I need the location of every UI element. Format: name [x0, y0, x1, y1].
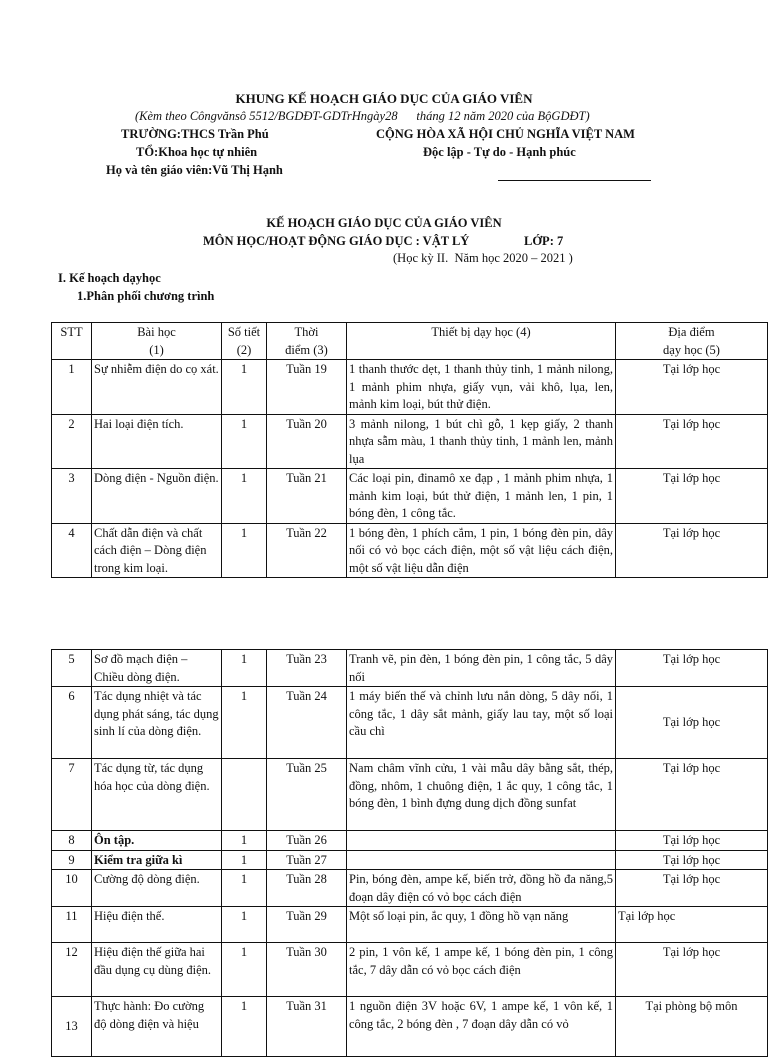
group-name: TỔ:Khoa học tự nhiên — [136, 145, 258, 159]
cell-lesson: Sơ đồ mạch điện – Chiều dòng điện. — [92, 650, 222, 687]
cell-stt: 9 — [52, 850, 92, 870]
plan-grade: LỚP: 7 — [524, 234, 564, 248]
cell-lesson: Tác dụng nhiệt và tác dụng phát sáng, tác dụng sinh lí của dòng điện. — [92, 687, 222, 759]
cell-lesson: Cường độ dòng điện. — [92, 870, 222, 907]
cell-periods: 1 — [222, 831, 267, 851]
cell-place: Tại lớp học — [616, 831, 768, 851]
cell-time: Tuần 24 — [267, 687, 347, 759]
cell-stt: 7 — [52, 759, 92, 831]
cell-place: Tại phòng bộ môn — [616, 997, 768, 1057]
header-equipment: Thiết bị dạy học (4) — [347, 323, 616, 360]
table-row — [52, 759, 768, 831]
cell-lesson: Tác dụng từ, tác dụng hóa học của dòng điện. — [92, 759, 222, 831]
cell-time: Tuần 28 — [267, 870, 347, 907]
national-motto: Độc lập - Tự do - Hạnh phúc — [423, 145, 576, 159]
cell-time: Tuần 31 — [267, 997, 347, 1057]
cell-lesson: Sự nhiễm điện do cọ xát. — [92, 360, 222, 415]
cell-stt: 13 — [52, 997, 92, 1057]
cell-periods: 1 — [222, 360, 267, 415]
subsection-heading: 1.Phân phối chương trình — [77, 289, 215, 303]
cell-place: Tại lớp học — [616, 414, 768, 469]
program-table-part1 — [51, 322, 768, 578]
cell-periods: 1 — [222, 997, 267, 1057]
cell-place: Tại lớp học — [616, 523, 768, 578]
cell-lesson: Hiệu điện thế. — [92, 907, 222, 943]
cell-equipment: Pin, bóng đèn, ampe kế, biến trở, đồng hồ đa năng,5 đoạn dây điện có vỏ bọc cách điện — [347, 870, 616, 907]
cell-periods: 1 — [222, 850, 267, 870]
header-time: Thời điểm (3) — [267, 323, 347, 360]
cell-stt: 3 — [52, 469, 92, 524]
cell-lesson: Thực hành: Đo cường độ dòng điện và hiệu — [92, 997, 222, 1057]
cell-equipment: Một số loại pin, ắc quy, 1 đồng hồ vạn năng — [347, 907, 616, 943]
header-stt: STT — [52, 323, 92, 360]
table-row — [52, 907, 768, 943]
cell-lesson: Hiệu điện thế giữa hai đầu dụng cụ dùng điện. — [92, 943, 222, 997]
table-row — [52, 469, 768, 524]
cell-place: Tại lớp học — [616, 687, 768, 759]
plan-term: (Học kỳ II. Năm học 2020 – 2021 ) — [393, 251, 573, 265]
cell-place: Tại lớp học — [616, 469, 768, 524]
cell-equipment: Các loại pin, đinamô xe đạp , 1 mảnh phim nhựa, 1 mảnh kim loại, bút thử điện, 1 mảnh len, 1 pin, 1 bóng đèn, 1 công tắc. — [347, 469, 616, 524]
cell-stt: 11 — [52, 907, 92, 943]
teacher-name: Họ và tên giáo viên:Vũ Thị Hạnh — [106, 163, 283, 177]
program-table-part2 — [51, 649, 768, 1057]
cell-stt: 8 — [52, 831, 92, 851]
table-row — [52, 997, 768, 1057]
plan-title: KẾ HOẠCH GIÁO DỤC CỦA GIÁO VIÊN — [266, 216, 502, 230]
cell-equipment — [347, 831, 616, 851]
cell-place: Tại lớp học — [616, 759, 768, 831]
document-title: KHUNG KẾ HOẠCH GIÁO DỤC CỦA GIÁO VIÊN — [235, 91, 533, 106]
cell-time: Tuần 21 — [267, 469, 347, 524]
table-row — [52, 850, 768, 870]
section-heading: I. Kế hoạch dạyhọc — [58, 271, 161, 285]
table-row — [52, 360, 768, 415]
cell-stt: 4 — [52, 523, 92, 578]
table-row — [52, 943, 768, 997]
cell-periods: 1 — [222, 414, 267, 469]
cell-lesson: Hai loại điện tích. — [92, 414, 222, 469]
cell-stt: 12 — [52, 943, 92, 997]
cell-time: Tuần 29 — [267, 907, 347, 943]
cell-periods — [222, 759, 267, 831]
cell-equipment: 1 nguồn điện 3V hoặc 6V, 1 ampe kế, 1 vôn kế, 1 công tắc, 2 bóng đèn , 7 đoạn dây dẫn có vỏ — [347, 997, 616, 1057]
cell-stt: 10 — [52, 870, 92, 907]
cell-place: Tại lớp học — [616, 850, 768, 870]
table-row — [52, 523, 768, 578]
cell-stt: 5 — [52, 650, 92, 687]
cell-place: Tại lớp học — [616, 650, 768, 687]
plan-subject: MÔN HỌC/HOẠT ĐỘNG GIÁO DỤC : VẬT LÝ — [203, 234, 470, 248]
cell-time: Tuần 26 — [267, 831, 347, 851]
cell-equipment: 1 bóng đèn, 1 phích cắm, 1 pin, 1 bóng đèn pin, dây nối có vỏ bọc cách điện, một số vật liệu cách điện, một số vật liệu dẫn điện — [347, 523, 616, 578]
school-name: TRƯỜNG:THCS Trần Phú — [121, 127, 269, 141]
cell-lesson: Dòng điện - Nguồn điện. — [92, 469, 222, 524]
cell-equipment: 1 thanh thước dẹt, 1 thanh thủy tinh, 1 mảnh nilong, 1 mảnh phim nhựa, giấy vụn, vải khô, lụa, len, mảnh kim loại, bút thử điện. — [347, 360, 616, 415]
cell-periods: 1 — [222, 870, 267, 907]
table-row — [52, 831, 768, 851]
cell-place: Tại lớp học — [616, 907, 768, 943]
cell-periods: 1 — [222, 943, 267, 997]
cell-equipment: 1 máy biến thế và chỉnh lưu nắn dòng, 5 dây nối, 1 công tắc, 1 dây sắt mảnh, giấy lau tay, một số loại cầu chì — [347, 687, 616, 759]
cell-lesson: Kiểm tra giữa kì — [92, 850, 222, 870]
table-row — [52, 870, 768, 907]
motto-underline — [498, 180, 651, 181]
table-row — [52, 650, 768, 687]
cell-equipment — [347, 850, 616, 870]
cell-time: Tuần 22 — [267, 523, 347, 578]
republic-name: CỘNG HÒA XÃ HỘI CHỦ NGHĨA VIỆT NAM — [376, 127, 635, 141]
table-header-row — [52, 323, 768, 360]
cell-periods: 1 — [222, 469, 267, 524]
cell-equipment: Tranh vẽ, pin đèn, 1 bóng đèn pin, 1 công tắc, 5 dây nối — [347, 650, 616, 687]
cell-equipment: 3 mảnh nilong, 1 bút chì gỗ, 1 kẹp giấy, 2 thanh nhựa sẫm màu, 1 thanh thủy tinh, 1 mảnh len, mảnh lụa — [347, 414, 616, 469]
cell-stt: 2 — [52, 414, 92, 469]
cell-periods: 1 — [222, 687, 267, 759]
cell-place: Tại lớp học — [616, 360, 768, 415]
cell-time: Tuần 30 — [267, 943, 347, 997]
header-lesson: Bài học (1) — [92, 323, 222, 360]
cell-periods: 1 — [222, 523, 267, 578]
cell-stt: 1 — [52, 360, 92, 415]
cell-lesson: Ôn tập. — [92, 831, 222, 851]
cell-place: Tại lớp học — [616, 870, 768, 907]
cell-place: Tại lớp học — [616, 943, 768, 997]
header-place: Địa điểm dạy học (5) — [616, 323, 768, 360]
cell-time: Tuần 23 — [267, 650, 347, 687]
cell-equipment: Nam châm vĩnh cửu, 1 vài mẫu dây bằng sắt, thép, đồng, nhôm, 1 chuông điện, 1 ắc quy, 1 công tắc, 1 bóng đèn, 1 bình đựng dung dịch đồng sunfat — [347, 759, 616, 831]
cell-time: Tuần 27 — [267, 850, 347, 870]
header-periods: Số tiết (2) — [222, 323, 267, 360]
cell-periods: 1 — [222, 907, 267, 943]
table-row — [52, 687, 768, 759]
cell-periods: 1 — [222, 650, 267, 687]
table-row — [52, 414, 768, 469]
cell-stt: 6 — [52, 687, 92, 759]
cell-time: Tuần 20 — [267, 414, 347, 469]
document-subtitle: (Kèm theo Côngvănsô 5512/BGDĐT-GDTrHngày28 tháng 12 năm 2020 của BộGDĐT) — [135, 109, 590, 123]
cell-lesson: Chất dẫn điện và chất cách điện – Dòng điện trong kim loại. — [92, 523, 222, 578]
cell-equipment: 2 pin, 1 vôn kế, 1 ampe kế, 1 bóng đèn pin, 1 công tắc, 7 dây dẫn có vỏ bọc cách điện — [347, 943, 616, 997]
cell-time: Tuần 25 — [267, 759, 347, 831]
cell-time: Tuần 19 — [267, 360, 347, 415]
